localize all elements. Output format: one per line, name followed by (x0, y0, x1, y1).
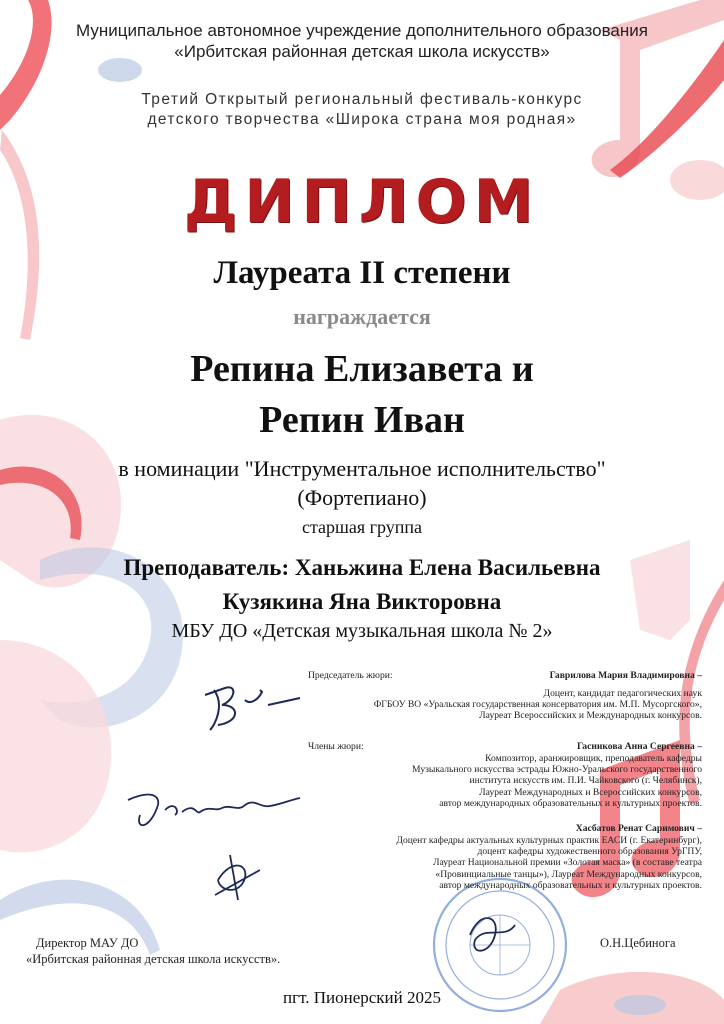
jury-member1-desc-line: Композитор, аранжировщик, преподаватель кафедры (485, 753, 702, 764)
nomination: в номинации "Инструментальное исполнительство" (118, 456, 606, 481)
jury-member1-desc (412, 753, 702, 809)
teacher-line2: Кузякина Яна Викторовна (222, 589, 502, 614)
signature-member1 (128, 795, 300, 826)
jury-chair-desc-line: ФГБОУ ВО «Уральская государственная консерватория им. М.П. Мусоргского», (373, 699, 702, 711)
age-group: старшая группа (301, 517, 423, 537)
jury-member2-desc-line: Доцент кафедры актуальных культурных практик ЕАСИ (г. Екатеринбург), (396, 835, 702, 846)
pink-curve-lower-left (0, 640, 111, 852)
jury-member2-desc-line: «Провинциальные танцы»), Лауреат Международных конкурсов, (435, 868, 702, 880)
signature-member2 (215, 855, 260, 900)
signature-chair (205, 687, 300, 730)
jury-chair-desc-line: Доцент, кандидат педагогических наук (543, 688, 702, 699)
recipient-name-line2: Репин Иван (259, 399, 465, 441)
jury-chair-desc (374, 688, 702, 722)
instrument: (Фортепиано) (297, 485, 427, 510)
festival-title-line2: детского творчества «Широка страна моя родная» (147, 111, 577, 128)
director-name: О.Н.Цебинога (600, 936, 676, 950)
jury-member2-desc-line: Лауреат Национальной премии «Золотая маска» (в составе театра (432, 857, 702, 869)
place-and-year: пгт. Пионерский 2025 (283, 988, 441, 1007)
teacher-line1: Преподаватель: Ханьжина Елена Васильевна (123, 555, 601, 580)
recipient-name-line1: Репина Елизавета и (190, 348, 534, 390)
jury-member1-desc-line: института искусств им. П.И. Чайковского (г. Челябинск), (469, 775, 702, 787)
organization-name-line2: «Ирбитская районная детская школа искусств» (174, 42, 550, 61)
diploma-title: ДИПЛОМ (183, 167, 541, 237)
jury-member1-name: Гасникова Анна Сергеевна – (577, 741, 702, 752)
laureate-degree: Лауреата II степени (213, 255, 511, 291)
jury-chair-name: Гаврилова Мария Владимировна – (549, 670, 702, 681)
jury-member2-name: Хасбатов Ренат Саримович – (575, 823, 702, 834)
jury-member1-desc-line: Лауреат Международных и Всероссийских конкурсов, (479, 786, 702, 798)
jury-chair-desc-line: Лауреат Всероссийских и Международных конкурсов. (479, 710, 702, 722)
jury-member1-desc-line: Музыкального искусства эстрады Южно-Уральского государственного (412, 764, 702, 776)
director-title-line1: Директор МАУ ДО (36, 936, 139, 950)
festival-title-line1: Третий Открытый региональный фестиваль-конкурс (141, 91, 583, 108)
organization-name-line1: Муниципальное автономное учреждение дополнительного образования (76, 21, 648, 40)
signature-director (470, 918, 515, 951)
jury-member1-desc-line: автор международных образовательных и культурных проектов. (439, 797, 702, 809)
jury-member2-desc (396, 835, 702, 891)
awarded-label: награждается (293, 304, 431, 329)
jury-chair-label: Председатель жюри: (308, 670, 393, 681)
jury-members-label: Члены жюри: (308, 741, 364, 752)
jury-member2-desc-line: автор международных образовательных и культурных проектов. (439, 879, 702, 891)
jury-member2-desc-line: доцент кафедры художественного образования УрГПУ, (477, 846, 702, 858)
director-title-line2: «Ирбитская районная детская школа искусств». (26, 952, 281, 966)
school-name: МБУ ДО «Детская музыкальная школа № 2» (171, 620, 553, 642)
blue-dot-header (98, 58, 142, 82)
